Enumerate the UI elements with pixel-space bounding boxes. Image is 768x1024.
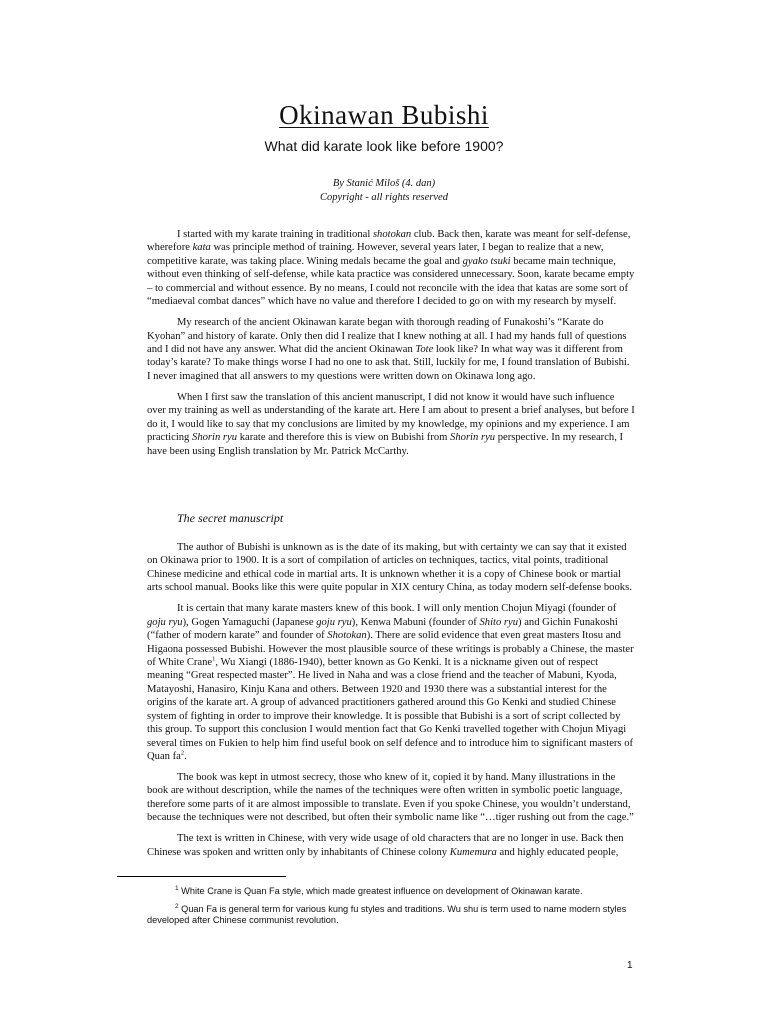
byline bbox=[0, 177, 768, 205]
paragraph bbox=[147, 602, 635, 763]
footnotes bbox=[147, 886, 637, 933]
italic-term: Shito ryu bbox=[479, 616, 519, 628]
italic-term: Kumemura bbox=[449, 846, 497, 858]
text-run: I started with my karate training in traditional bbox=[177, 229, 373, 240]
italic-term: gyako tsuki bbox=[462, 255, 511, 267]
footnote-number: 2 bbox=[175, 902, 179, 910]
text-run: was principle method of training. However, several years later, I began to realize that a new, competitive karate, was taking place. Wining medals became the goal and bbox=[147, 242, 604, 267]
text-run: and highly educated people, bbox=[496, 846, 619, 858]
footnote-ref: 2 bbox=[180, 749, 185, 757]
italic-term: Shorin ryu bbox=[192, 432, 238, 444]
text-run: ) and Gichin Funakoshi (“father of modern karate” and founder of bbox=[147, 616, 618, 642]
footnote-text: Quan Fa is general term for various kung fu styles and traditions. Wu shu is term used to name modern styles developed after Chinese communist revolution. bbox=[147, 903, 627, 925]
text-run: became main technique, without even thinking of self-defense, while kata practice was considered unnecessary. Soon, karate became empty – to commercial and without essence. By no means, I could not reconcile with the idea that katas are some sort of “mediaeval combat dances” which have no value and therefore I decided to go on with my research by myself. bbox=[147, 255, 635, 308]
italic-term: shotokan bbox=[372, 229, 412, 240]
text-run: ), Kenwa Mabuni (founder of bbox=[351, 616, 480, 628]
text-run: The book was kept in utmost secrecy, those who knew of it, copied it by hand. Many illustrations in the book are without description, while the names of the techniques were often written in symbolic poetic language, therefore some parts of it are almost impossible to translate. Even if you spoke Chinese, you wouldn’t understand, because the techniques were not described, but often their symbolic name like “…tiger rushing out from the cage.” bbox=[147, 772, 634, 824]
footnote-ref: 1 bbox=[212, 655, 216, 663]
page-title: Okinawan Bubishi bbox=[279, 100, 489, 130]
footnote bbox=[147, 904, 637, 927]
page-subtitle: What did karate look like before 1900? bbox=[264, 138, 504, 154]
footnote bbox=[147, 886, 637, 898]
text-run: , Wu Xiangi (1886-1940), better known as Go Kenki. It is a nickname given out of respect meaning “Great respected master”. He lived in Naha and was a close friend and the teacher of Mabuni, Kyoda, Matayoshi, Hanasiro, Kinju Kana and others. Between 1920 and 1930 there was a substantial interest for the origins of the karate art. A group of advanced practitioners gathered around this Go Kenki and studied Chinese system of fighting in order to improve their knowledge. It is possible that Bubishi is a sort of script collected by this group. To support this conclusion I would mention fact that Go Kenki travelled together with Chojun Miyagi several times on Fukien to help him find useful book on self defence and to introduce him to significant masters of Quan fa bbox=[147, 657, 634, 763]
copyright-line: Copyright - all rights reserved bbox=[320, 192, 448, 203]
text-run: club. Back then, karate was meant for self-defense, wherefore bbox=[147, 229, 631, 254]
paragraph bbox=[147, 316, 635, 383]
text-run: look like? In what way was it different from today’s karate? To make things worse I had no one to ask that. Still, luckily for me, I found translation of Bubishi. I never imagined that all answers to my questions were written down on Okinawa long ago. bbox=[147, 344, 630, 382]
text-run: ), Gogen Yamaguchi (Japanese bbox=[182, 616, 317, 628]
text-run: karate and therefore this is view on Bubishi from bbox=[237, 432, 451, 444]
italic-term: kata bbox=[192, 242, 211, 254]
italic-term: Shotokan bbox=[327, 630, 367, 642]
text-run: perspective. In my research, I have been using English translation by Mr. Patrick McCarthy. bbox=[147, 432, 624, 457]
text-run: When I first saw the translation of this ancient manuscript, I did not know it would have such influence over my training as well as understanding of the karate art. Here I am about to present a brief analyses, but before I do it, I would like to say that my conclusions are limited by my knowledge, my opinions and my experience. I am practicing bbox=[147, 391, 635, 444]
italic-term: Shorin ryu bbox=[450, 432, 496, 444]
secret-manuscript-section bbox=[147, 541, 635, 867]
footnote-number: 1 bbox=[175, 884, 179, 892]
text-run: The text is written in Chinese, with very wide usage of old characters that are no longer in use. Back then Chinese was spoken and written only by inhabitants of Chinese colony bbox=[147, 833, 624, 858]
footnote-divider bbox=[117, 876, 286, 877]
section-heading: The secret manuscript bbox=[177, 511, 284, 525]
text-run: It is certain that many karate masters knew of this book. I will only mention Chojun Miyagi (founder of bbox=[177, 603, 617, 615]
text-run: My research of the ancient Okinawan karate began with thorough reading of Funakoshi’s “Karate do Kyohan” and history of karate. Only then did I realize that I knew nothing at all. I had my hands full of questions and I did not have any answer. What did the ancient Okinawan bbox=[147, 317, 627, 356]
italic-term: goju ryu bbox=[316, 616, 352, 628]
italic-term: goju ryu bbox=[147, 616, 183, 628]
text-run: ). There are solid evidence that even great masters Itosu and Higaona possessed Bubishi. However the most plausible source of these writings is probably a Chinese, the master of White Crane bbox=[147, 630, 634, 669]
intro-section bbox=[147, 228, 635, 465]
italic-term: Tote bbox=[415, 344, 434, 356]
text-run: . bbox=[184, 751, 187, 763]
paragraph bbox=[147, 541, 635, 595]
footnote-text: White Crane is Quan Fa style, which made greatest influence on development of Okinawan karate. bbox=[178, 886, 583, 896]
paragraph bbox=[147, 228, 635, 309]
page-number: 1 bbox=[627, 960, 633, 971]
paragraph bbox=[147, 832, 635, 859]
paragraph bbox=[147, 391, 635, 458]
text-run: The author of Bubishi is unknown as is the date of its making, but with certainty we can say that it existed on Okinawa prior to 1900. It is a sort of compilation of articles on techniques, tactics, vital points, traditional Chinese medicine and ethical code in martial arts. It is unknown whether it is a copy of Chinese book or martial arts school manual. Books like this were quite popular in XIX century China, as today modern self-defense books. bbox=[147, 542, 632, 594]
paragraph bbox=[147, 771, 635, 825]
author-line: By Stanić Miloš (4. dan) bbox=[332, 178, 436, 189]
